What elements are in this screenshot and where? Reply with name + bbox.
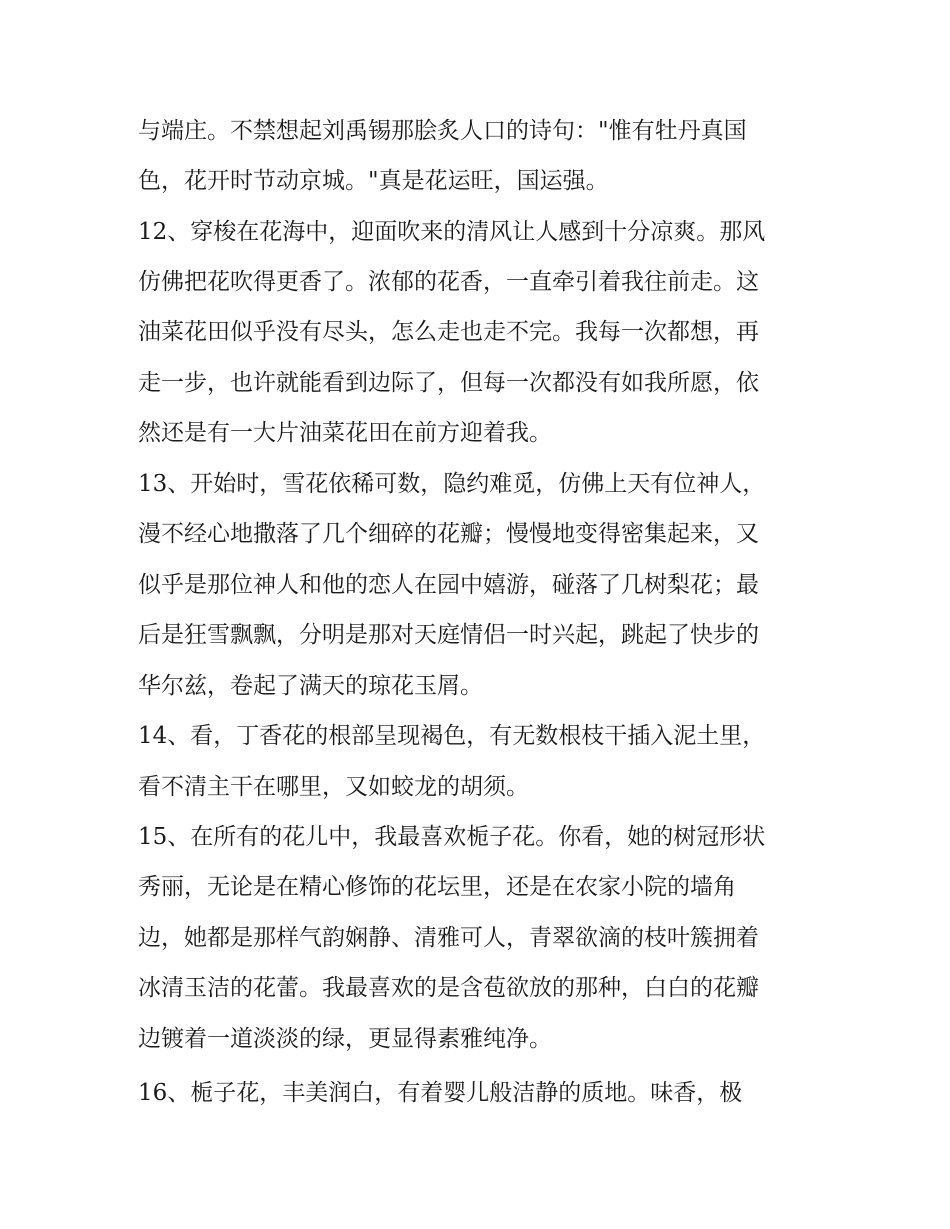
text-line: 看不清主干在哪里，又如蛟龙的胡须。	[138, 774, 529, 800]
text-line: 走一步，也许就能看到边际了，但每一次都没有如我所愿，依	[138, 370, 759, 396]
text-line: 色，花开时节动京城。"真是花运旺，国运强。	[138, 168, 609, 194]
text-line: 漫不经心地撒落了几个细碎的花瓣；慢慢地变得密集起来，又	[138, 521, 759, 547]
text-line: 然还是有一大片油菜花田在前方迎着我。	[138, 420, 552, 446]
text-line: 与端庄。不禁想起刘禹锡那脍炙人口的诗句："惟有牡丹真国	[138, 118, 747, 144]
text-line: 15、在所有的花儿中，我最喜欢栀子花。你看，她的树冠形状	[138, 824, 766, 850]
text-line: 边镀着一道淡淡的绿，更显得素雅纯净。	[138, 1026, 552, 1052]
text-line: 后是狂雪飘飘，分明是那对天庭情侣一时兴起，跳起了快步的	[138, 622, 759, 648]
text-line: 13、开始时，雪花依稀可数，隐约难觅，仿佛上天有位神人，	[138, 471, 766, 497]
text-line: 16、栀子花，丰美润白，有着婴儿般洁静的质地。味香，极	[138, 1080, 743, 1106]
text-line: 似乎是那位神人和他的恋人在园中嬉游，碰落了几树梨花；最	[138, 572, 759, 598]
text-line: 边，她都是那样气韵娴静、清雅可人，青翠欲滴的枝叶簇拥着	[138, 925, 759, 951]
text-line: 华尔兹，卷起了满天的琼花玉屑。	[138, 673, 483, 699]
text-line: 秀丽，无论是在精心修饰的花坛里，还是在农家小院的墙角	[138, 874, 736, 900]
text-line: 12、穿梭在花海中，迎面吹来的清风让人感到十分凉爽。那风	[138, 219, 766, 245]
text-line: 冰清玉洁的花蕾。我最喜欢的是含苞欲放的那种，白白的花瓣	[138, 975, 759, 1001]
text-line: 油菜花田似乎没有尽头，怎么走也走不完。我每一次都想，再	[138, 319, 759, 345]
text-line: 14、看，丁香花的根部呈现褐色，有无数根枝干插入泥土里，	[138, 723, 766, 749]
text-line: 仿佛把花吹得更香了。浓郁的花香，一直牵引着我往前走。这	[138, 269, 759, 295]
